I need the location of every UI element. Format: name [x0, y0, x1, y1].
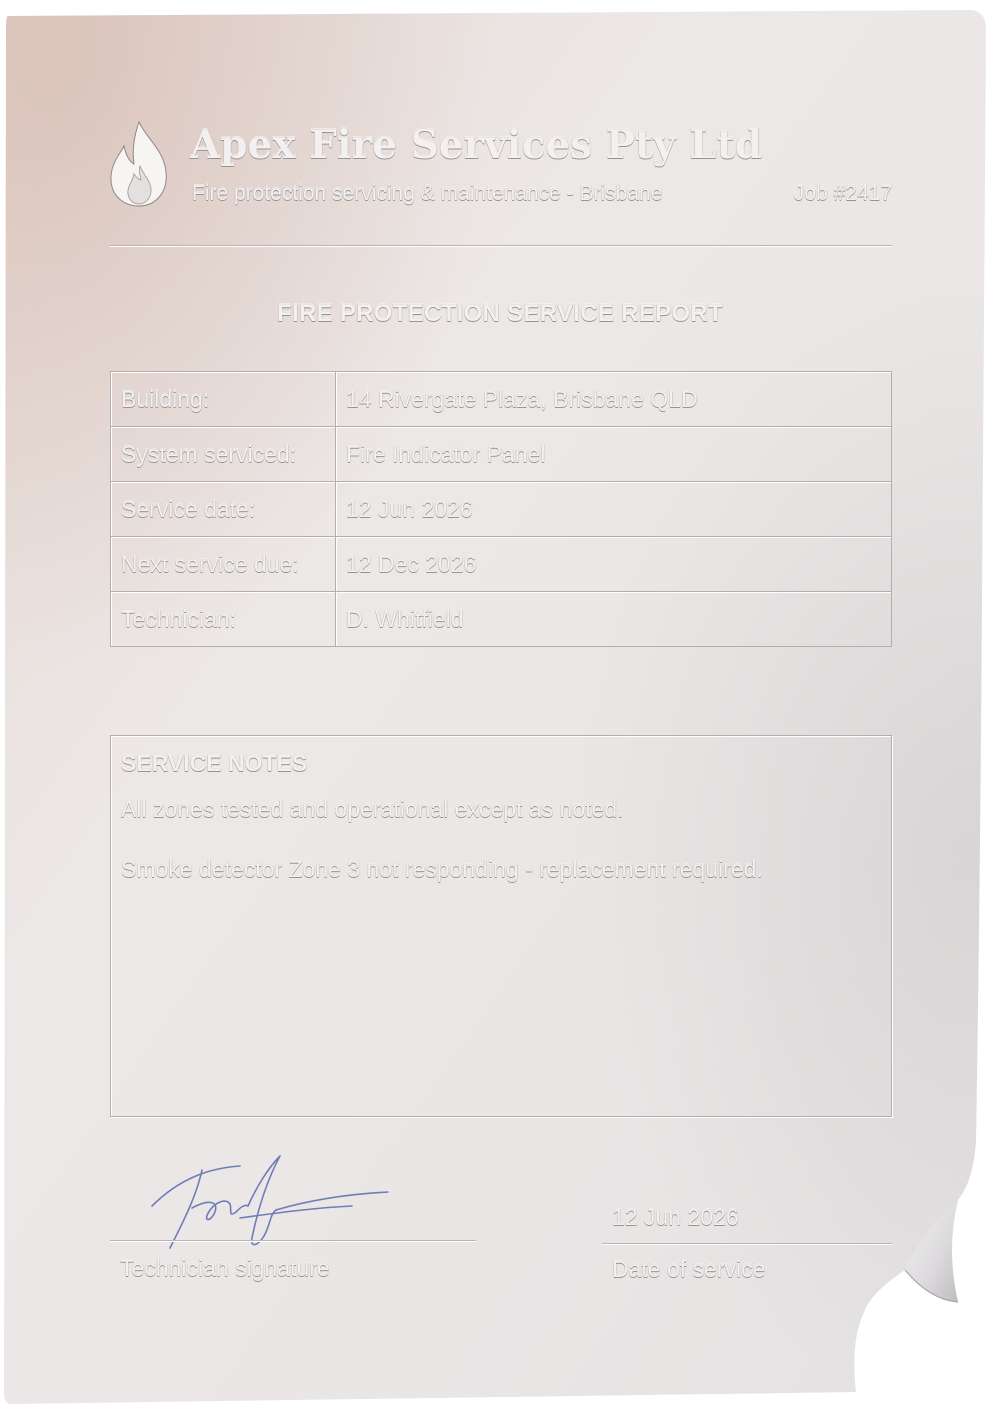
company-tagline: Fire protection servicing & maintenance - Brisbane [192, 182, 663, 205]
table-row [111, 372, 892, 427]
detail-value: D. Whitfield [336, 592, 892, 647]
technician-signature [140, 1148, 400, 1258]
detail-value: Fire Indicator Panel [336, 427, 892, 482]
date-line [602, 1243, 892, 1244]
table-row [111, 592, 892, 647]
flame-icon [106, 120, 172, 208]
signature-line [110, 1240, 476, 1241]
table-row [111, 537, 892, 592]
notes-line: Smoke detector Zone 3 not responding - replacement required. [121, 856, 763, 882]
company-name: Apex Fire Services Pty Ltd [190, 122, 762, 168]
date-of-service-label: Date of service [612, 1256, 766, 1282]
service-notes-box [110, 735, 892, 1117]
service-details-table [110, 371, 892, 647]
detail-label: Technician: [111, 592, 336, 647]
table-row [111, 427, 892, 482]
detail-label: Service date: [111, 482, 336, 537]
detail-label: System serviced: [111, 427, 336, 482]
notes-heading: SERVICE NOTES [121, 750, 308, 776]
detail-value: 12 Dec 2026 [336, 537, 892, 592]
header-divider [110, 245, 892, 246]
detail-label: Building: [111, 372, 336, 427]
job-number: Job #2417 [793, 182, 892, 205]
detail-label: Next service due: [111, 537, 336, 592]
detail-value: 12 Jun 2026 [336, 482, 892, 537]
table-row [111, 482, 892, 537]
detail-value: 14 Rivergate Plaza, Brisbane QLD [336, 372, 892, 427]
technician-signature-label: Technician signature [120, 1255, 330, 1281]
report-title: FIRE PROTECTION SERVICE REPORT [277, 300, 723, 327]
notes-line: All zones tested and operational except as noted. [121, 796, 624, 822]
service-date-value: 12 Jun 2026 [612, 1204, 739, 1230]
